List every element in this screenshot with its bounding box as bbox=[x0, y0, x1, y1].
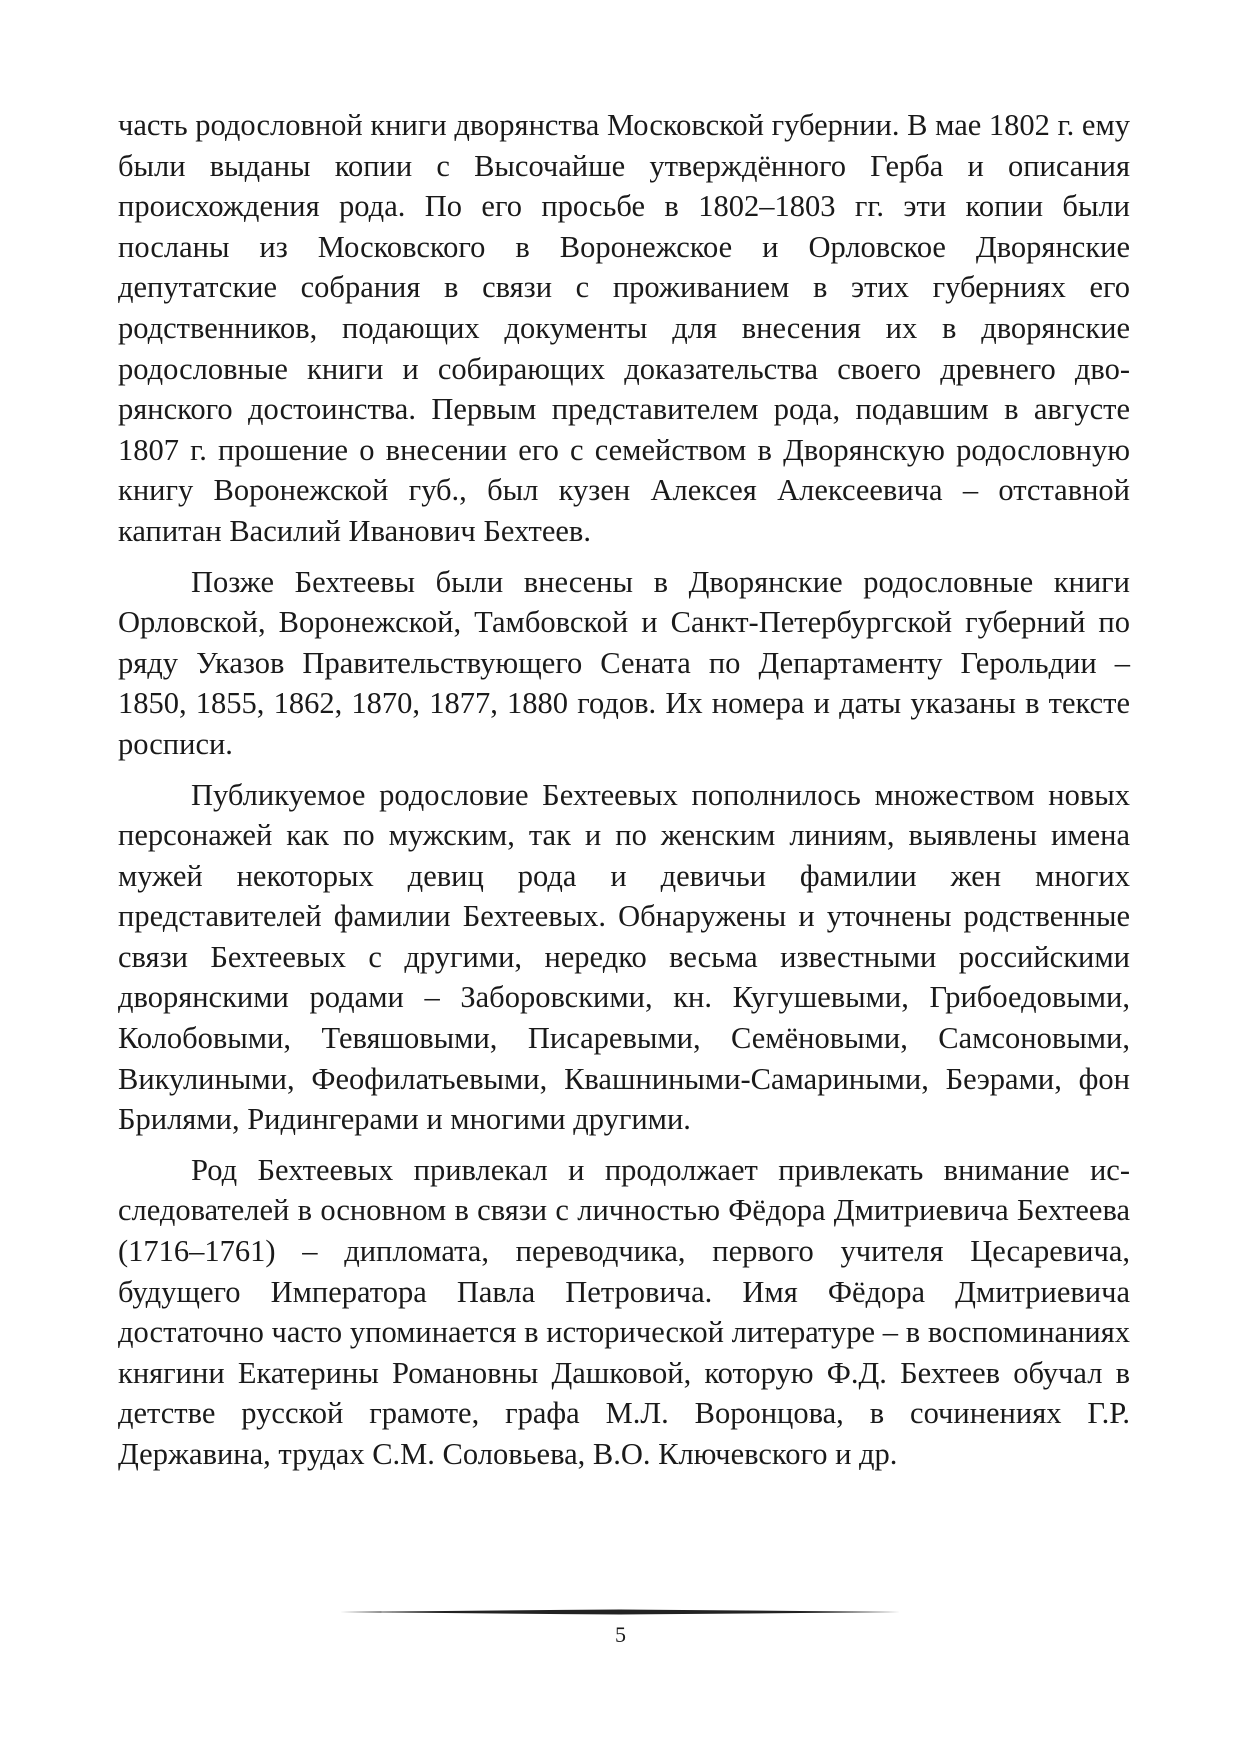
page-body bbox=[118, 105, 1130, 1475]
paragraph-1: часть родословной книги дворянства Московской губернии. В мае 1802 г. ему были выданы копии с Высочайше утверждённого Герба и описания происхождения рода. По его просьбе в 1802–1803 гг. эти копии были посланы из Московского в Воронежское и Орловское Дворянские депутатские собрания в связи с проживанием в этих губерниях его родственников, подающих документы для внесения их в дворянские родословные книги и собирающих доказательства своего древнего дворянского достоинства. Первым представителем рода, подавшим в августе 1807 г. прошение о внесении его с семейством в Дворянскую родословную книгу Воронежской губ., был кузен Алексея Алексеевича – отставной капитан Василий Иванович Бехтеев. bbox=[118, 108, 1130, 548]
page-number: 5 bbox=[615, 1622, 626, 1647]
footer-decorative-rule bbox=[340, 1608, 900, 1616]
paragraph-2: Позже Бехтеевы были внесены в Дворянские родословные книги Орловской, Воронежской, Тамбовской и Санкт-Петербургской губерний по ряду Указов Правительствующего Сената по Департаменту Герольдии – 1850, 1855, 1862, 1870, 1877, 1880 годов. Их номера и даты указаны в тексте росписи. bbox=[118, 564, 1130, 761]
paragraph-3: Публикуемое родословие Бехтеевых пополнилось множеством новых персонажей как по мужским, так и по женским линиям, выявлены имена мужей некоторых девиц рода и девичьи фамилии жен многих представителей фамилии Бехтеевых. Обнаружены и уточнены родственные связи Бехтеевых с другими, нередко весьма известными российскими дворянскими родами – Заборовскими, кн. Кугушевыми, Грибоедовыми, Колобовыми, Тевяшовыми, Писаревыми, Семёновыми, Самсоновыми, Викулиными, Феофилатьевыми, Квашниными-Самариными, Беэрами, фон Брилями, Ридингерами и многими другими. bbox=[118, 777, 1130, 1137]
paragraph-4: Род Бехтеевых привлекал и продолжает привлекать внимание исследователей в основном в связи с личностью Фёдора Дмитриевича Бехтеева (1716–1761) – дипломата, переводчика, первого учителя Цесаревича, будущего Императора Павла Петровича. Имя Фёдора Дмитриевича достаточно часто упоминается в исторической литературе – в воспоминаниях княгини Екатерины Романовны Дашковой, которую Ф.Д. Бехтеев обучал в детстве русской грамоте, графа М.Л. Воронцова, в сочинениях Г.Р. Державина, трудах С.М. Соловьева, В.О. Ключевского и др. bbox=[118, 1152, 1130, 1471]
